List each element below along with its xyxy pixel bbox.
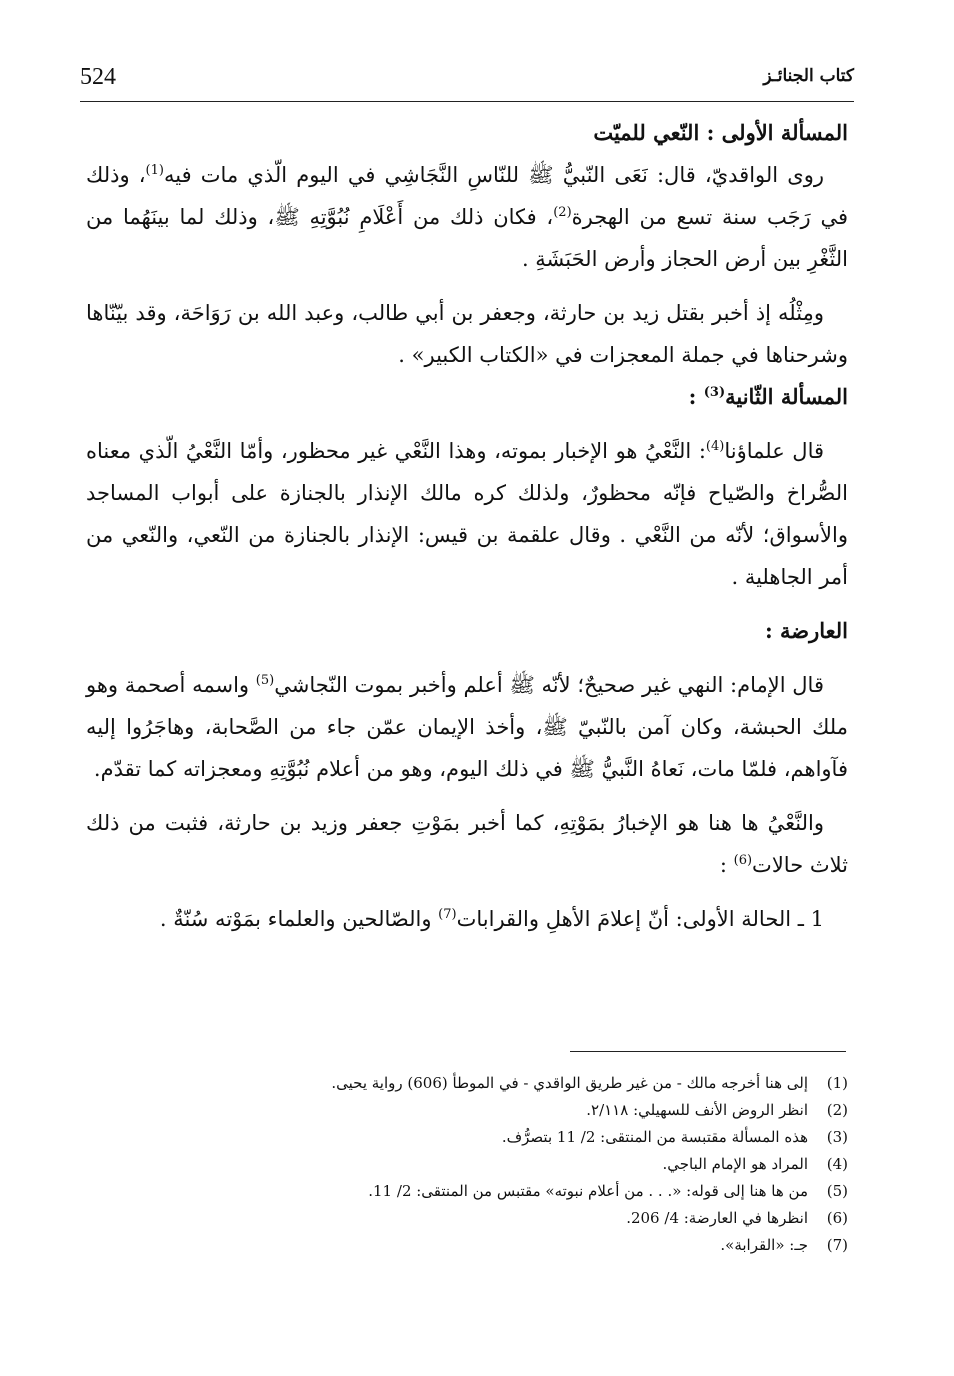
section3-paragraph2: والنَّعْيُ ها هنا هو الإخبارُ بمَوْتِهِ، كما أخبر بمَوْتِ جعفر وزيد بن حارثة، فثبت من ذلك ثلاث حالات$^{(6)}$ :	[86, 811, 848, 877]
footnote-ref-4[interactable]: (4)	[705, 439, 725, 454]
section1-paragraph2: ومِثْلُه إذ أخبر بقتل زيد بن حارثة، وجعفر بن أبي طالب، وعبد الله بن رَوَاحَة، وقد بيّنّاها وشرحناها في جملة المعجزات في «الكتاب الكبير» .	[86, 301, 848, 367]
footnote-1: (1) إلى هنا أخرجه مالك - من غير طريق الواقدي - في الموطأ (606) رواية يحيى.	[331, 1074, 848, 1092]
section3-heading: العارضة :	[764, 618, 848, 643]
section3-paragraph1: قال الإمام: النهي غير صحيحٌ؛ لأنّه ﷺ أعلم وأخبر بموت النّجاشي$^{(5)}$ واسمه أصحمة وهو ملك الحبشة، وكان آمن بالنّبيّ ﷺ، وأخذ الإيمان عمّن جاء من الصَّحابة، وهاجَرُوا إليه فآواهم، فلمّا مات، نَعاهُ النَّبيُّ ﷺ في ذلك اليوم، وهو من أعلام نُبُوَّتِهِ ومعجزاته كما تقدّم.	[86, 673, 848, 781]
footnote-ref-1[interactable]: (1)	[145, 163, 164, 178]
footnote-4: (4) المراد هو الإمام الباجي.	[662, 1155, 848, 1173]
footnotes	[200, 1070, 848, 1259]
footnote-2: (2) انظر الروض الأنف للسهيلي: ٢/١١٨.	[586, 1101, 848, 1119]
running-head: كتاب الجنائـز	[763, 66, 854, 86]
page-header	[80, 62, 854, 102]
footnote-ref-3[interactable]: (3)	[703, 385, 726, 400]
footnote-6: (6) انظرها في العارضة: 4/ 206.	[626, 1209, 848, 1227]
footnote-ref-7[interactable]: (7)	[438, 907, 457, 922]
footnote-5: (5) من ها هنا إلى قوله: «. . . من أعلام نبوته» مقتبس من المنتقى: 2/ 11.	[368, 1182, 848, 1200]
section2-heading: المسألة الثّانية$^{(3)}$ :	[688, 384, 848, 409]
footnote-ref-6[interactable]: (6)	[733, 853, 753, 868]
footnote-3: (3) هذه المسألة مقتبسة من المنتقى: 2/ 11 بتصرُّف.	[501, 1128, 848, 1146]
footnote-rule	[570, 1051, 846, 1052]
section2-paragraph: قال علماؤنا$^{(4)}$: النَّعْيُ هو الإخبار بموته، وهذا النَّعْي غير محظور، وأمّا النَّعْيُ الّذي معناه الصُّراخ والصّياح فإنّه محظورٌ، ولذلك كره مالك الإنذار بالجنازة على أبواب المساجد والأسواق؛ لأنّه من النَّعْي . وقال علقمة بن قيس: الإنذار بالجنازة من النّعي، والنّعي من أمر الجاهلية .	[86, 439, 848, 589]
page-number: 524	[80, 64, 116, 90]
section1-heading: المسألة الأولى : النّعي للميّت	[593, 120, 848, 145]
section1-paragraph1: روى الواقديّ، قال: نَعَى النّبيُّ ﷺ للنّاسِ النَّجَاشِي في اليوم الّذي مات فيه$^{(1)}$، وذلك في رَجَب سنة تسع من الهجرة$^{(2)}$، فكان ذلك من أَعْلَامِ نُبُوَّتِهِ ﷺ، وذلك لما بينَهُما من الثَّغْرِ بين أرض الحجاز وأرض الحَبَشَةِ .	[86, 163, 848, 271]
header-rule	[80, 101, 854, 102]
footnote-ref-2[interactable]: (2)	[553, 205, 572, 220]
footnote-ref-5[interactable]: (5)	[255, 673, 275, 688]
main-text	[86, 112, 848, 940]
footnote-7: (7) جـ: «القرابة».	[720, 1236, 848, 1254]
section3-paragraph3: 1 ـ الحالة الأولى: أنّ إعلامَ الأهلِ والقرابات$^{(7)}$ والصّالحين والعلماء بمَوْته سُنّةٌ .	[159, 907, 824, 931]
